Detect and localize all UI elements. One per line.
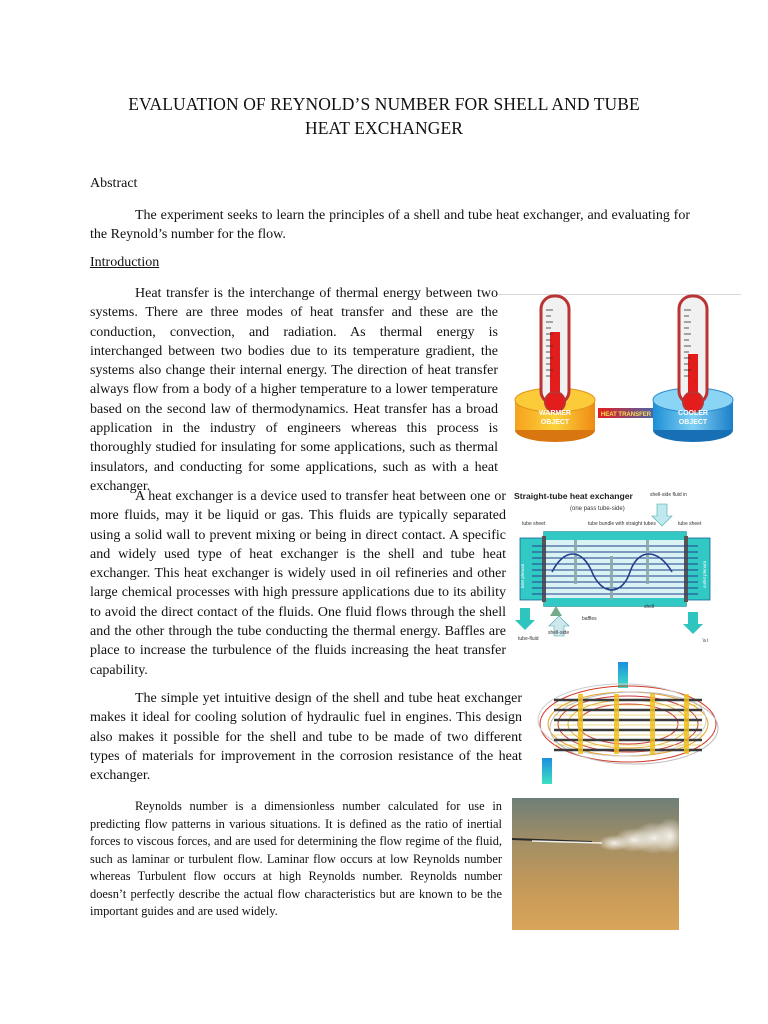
tube-fluid-in-arrow-icon [515,608,535,630]
cool-label-1: COOLER [678,410,708,417]
cool-thermometer-icon [679,296,707,412]
flow-photo [512,798,679,930]
warm-label-2: OBJECT [540,419,570,426]
shell-fluid-in-label: shell-side fluid in [650,492,687,498]
outlet-plenum-label: outlet plenum [702,560,707,588]
outlet-nozzle-icon [542,758,552,784]
abstract-heading: Abstract [90,176,138,191]
flow-photo-image [512,798,679,930]
heat-transfer-figure [506,292,768,444]
intro-paragraph-2: A heat exchanger is a device used to transfer heat between one or more fluids, may it be liquid or gas. This fluids are typically separated using a solid wall to prevent mixing or being in direct contact. A specific and widely used type of heat exchanger is the shell and tube heat exchanger. This heat exchanger is widely used in oil refineries and other large chemical processes with high pressure applications due to its ability to avoid the direct contact of the fluids. One fluid flows through the shell and the other through the tube conducting the thermal energy. Baffles are place to increase the turbulence of the fluids increasing the heat transfer capability. [90,489,506,678]
flow-streamlines [538,684,718,764]
shell-tube-schematic-figure [512,488,718,654]
schematic-subtitle: (one pass tube-side) [570,506,625,512]
shell-side-label: shell-side [548,630,570,636]
warm-label-1: WARMER [539,410,571,417]
tube-sheet-right-label: tube sheet [678,521,702,527]
edge-fragment-label: 'a i [702,638,709,644]
tube-bundle-label: tube bundle with straight tubes [588,521,656,527]
schematic-title: Straight-tube heat exchanger [514,491,633,501]
exchanger-3d-render-figure [532,660,728,790]
tube-sheet-left-label: tube sheet [522,521,546,527]
tube-fluid-label: tube-fluid [518,636,539,642]
intro-paragraph-3: The simple yet intuitive design of the shell and tube heat exchanger makes it ideal for cooling solution of hydraulic fuel in engines. This design also makes it possible for the shell and tube to be made of two different types of materials for improvement in the corrosion resistance of the heat exchanger. [90,691,522,784]
intro-paragraph-4: Reynolds number is a dimensionless number calculated for use in predicting flow patterns in various situations. It is defined as the ratio of inertial forces to viscous forces, and are used for determining the flow regime of the fluid, such as laminar or turbulent flow. Laminar flow occurs at low Reynolds number whereas Turbulent flow occurs at high Reynolds number. Reynolds number doesn’t perfectly describe the actual flow characteristics but are known to be the important guides and are used widely. [90,799,502,918]
title-line-2: HEAT EXCHANGER [304,118,464,138]
inlet-plenum-label: inlet plenum [520,563,525,588]
tube-fluid-out-arrow-icon [683,612,703,634]
title-line-1: EVALUATION OF REYNOLD’S NUMBER FOR SHELL AND TUBE [128,94,640,114]
abstract-paragraph: The experiment seeks to learn the principles of a shell and tube heat exchanger, and evaluating for the Reynold’s number for the flow. [90,208,690,243]
document-title [80,92,688,140]
heat-transfer-label: HEAT TRANSFER [600,412,652,418]
cool-label-2: OBJECT [678,419,708,426]
shell-outlet-marker-icon [550,606,562,616]
shell-label: shell [644,604,655,610]
warm-thermometer-icon [541,296,569,412]
baffles-label: baffles [582,616,597,622]
introduction-heading: Introduction [90,255,160,270]
exchanger-body [520,532,710,606]
intro-paragraph-1: Heat transfer is the interchange of thermal energy between two systems. There are three modes of heat transfer and these are the conduction, convection, and radiation. As thermal energy is interchanged between two bodies due to its temperature gradient, the systems also change their internal energy. The direction of heat transfer always flow from a body of a higher temperature to a lower temperature based on the second law of thermodynamics. Heat transfer has a broad application in the industry of engineers whereas this process is thoroughly studied for insulating for some applications, such as thermal insulators, and conducting for some applications, such as with a heat exchanger. [90,286,498,494]
